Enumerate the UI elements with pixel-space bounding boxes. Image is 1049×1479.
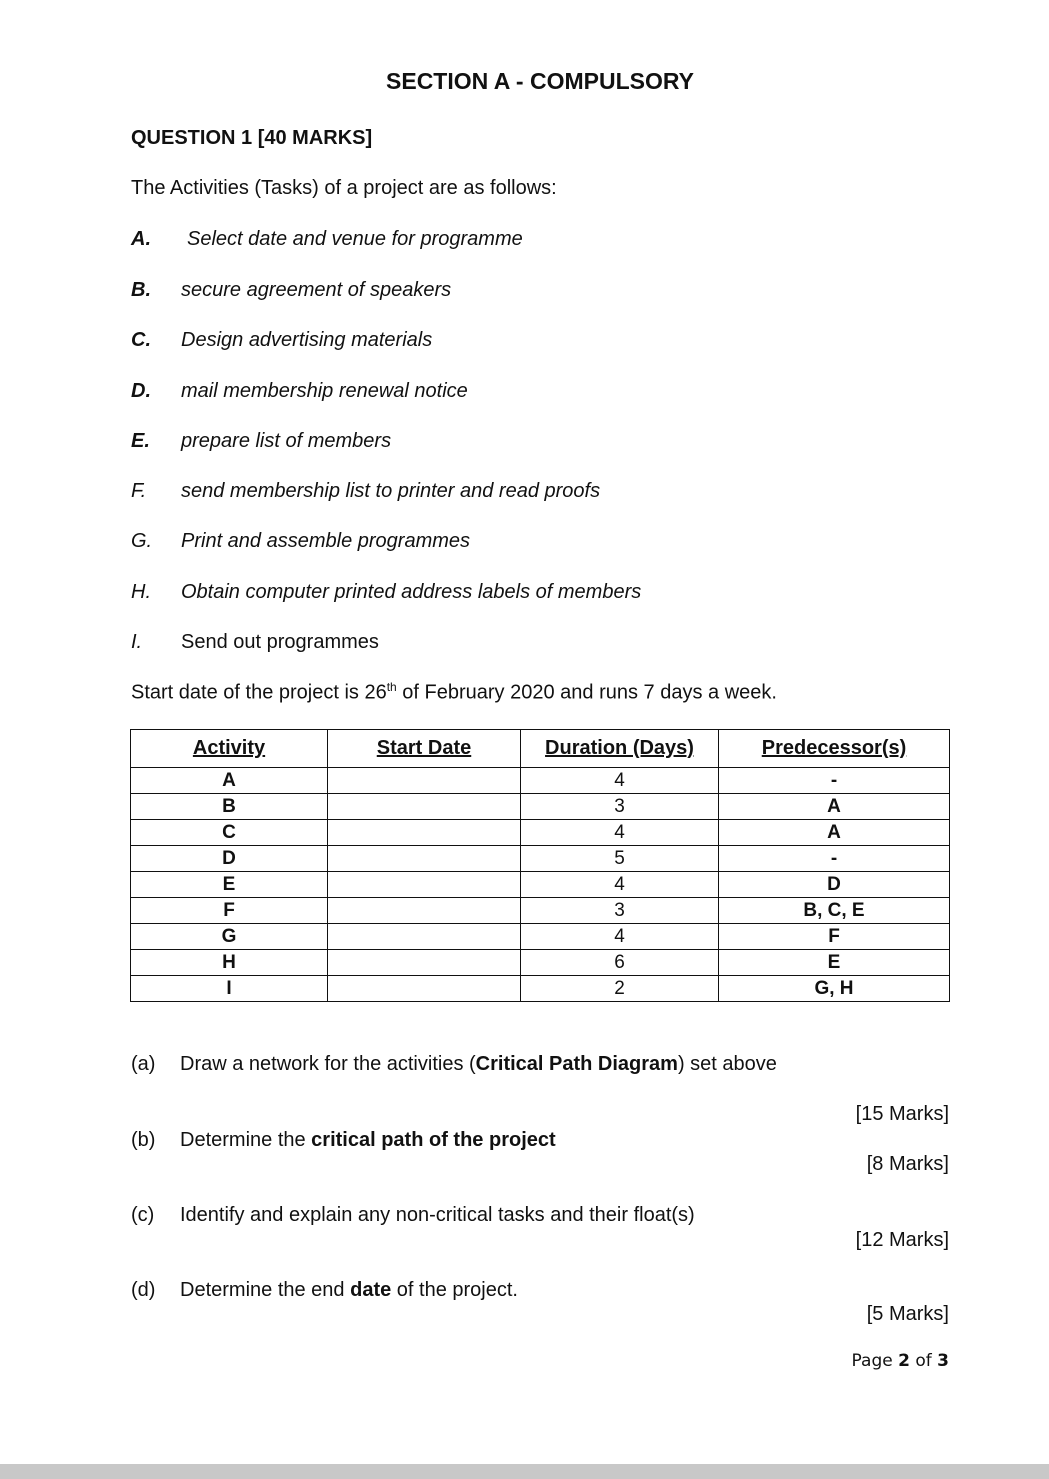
cell-start-date [328,924,521,950]
cell-duration: 4 [521,924,719,950]
cell-duration: 4 [521,872,719,898]
cell-activity: C [131,820,328,846]
cell-start-date [328,846,521,872]
start-date-line: Start date of the project is 26th of February 2020 and runs 7 days a week. [131,680,777,704]
activity-desc-i: Send out programmes [181,631,379,653]
cell-predecessor: A [719,794,950,820]
activity-desc-h: Obtain computer printed address labels of members [181,581,642,603]
activity-letter-g: G. [131,530,153,552]
table-row [131,898,950,924]
table-header-row [131,730,950,768]
part-a-label: (a) [131,1053,156,1075]
activity-desc-f: send membership list to printer and read proofs [181,480,601,502]
cell-start-date [328,976,521,1002]
part-c-label: (c) [131,1204,155,1226]
activity-desc-g: Print and assemble programmes [181,530,471,552]
part-a-text: Draw a network for the activities (Critical Path Diagram) set above [180,1053,777,1075]
activity-letter-c: C. [131,329,151,351]
table-row [131,924,950,950]
activity-desc-c: Design advertising materials [181,329,433,351]
table-row [131,872,950,898]
cell-duration: 3 [521,898,719,924]
activity-letter-d: D. [131,380,151,402]
cell-start-date [328,898,521,924]
intro-text: The Activities (Tasks) of a project are as follows: [131,177,557,199]
activity-letter-b: B. [131,279,151,301]
cell-predecessor: - [719,846,950,872]
part-b-text: Determine the critical path of the project [180,1129,556,1151]
cell-activity: B [131,794,328,820]
activity-desc-a: Select date and venue for programme [187,228,523,250]
cell-duration: 3 [521,794,719,820]
section-title: SECTION A - COMPULSORY [386,68,694,94]
activity-letter-a: A. [131,228,151,250]
cell-predecessor: E [719,950,950,976]
part-c-marks: [12 Marks] [855,1229,949,1251]
activity-letter-i: I. [131,631,143,653]
cell-predecessor: A [719,820,950,846]
cell-activity: D [131,846,328,872]
header-duration: Duration (Days) [521,730,719,768]
header-activity: Activity [131,730,328,768]
activity-desc-e: prepare list of members [181,430,392,452]
cell-start-date [328,820,521,846]
cell-activity: H [131,950,328,976]
table-row [131,768,950,794]
activity-desc-d: mail membership renewal notice [181,380,468,402]
cell-predecessor: G, H [719,976,950,1002]
cell-start-date [328,794,521,820]
cell-duration: 2 [521,976,719,1002]
part-c-text: Identify and explain any non-critical tasks and their float(s) [180,1204,695,1226]
cell-activity: I [131,976,328,1002]
cell-predecessor: F [719,924,950,950]
cell-predecessor: B, C, E [719,898,950,924]
activity-letter-h: H. [131,581,151,603]
table-row [131,846,950,872]
cell-activity: F [131,898,328,924]
table-row [131,976,950,1002]
activity-letter-f: F. [131,480,147,502]
part-d-marks: [5 Marks] [866,1303,949,1325]
cell-duration: 5 [521,846,719,872]
activity-table [130,729,950,1002]
table-row [131,820,950,846]
cell-activity: G [131,924,328,950]
table-row [131,794,950,820]
page-number: Page 2 of 3 [851,1351,949,1371]
part-b-marks: [8 Marks] [866,1153,949,1175]
cell-predecessor: D [719,872,950,898]
header-start-date: Start Date [328,730,521,768]
part-b-label: (b) [131,1129,156,1151]
cell-predecessor: - [719,768,950,794]
part-a-marks: [15 Marks] [855,1103,949,1125]
table-row [131,950,950,976]
cell-start-date [328,950,521,976]
part-d-label: (d) [131,1279,156,1301]
cell-duration: 4 [521,820,719,846]
question-title: QUESTION 1 [40 MARKS] [131,127,373,149]
activity-desc-b: secure agreement of speakers [181,279,452,301]
activity-letter-e: E. [131,430,150,452]
cell-start-date [328,872,521,898]
cell-start-date [328,768,521,794]
cell-duration: 6 [521,950,719,976]
cell-activity: A [131,768,328,794]
scrollbar-track[interactable] [0,1464,1049,1479]
header-predecessors: Predecessor(s) [719,730,950,768]
cell-duration: 4 [521,768,719,794]
part-d-text: Determine the end date of the project. [180,1279,518,1301]
cell-activity: E [131,872,328,898]
